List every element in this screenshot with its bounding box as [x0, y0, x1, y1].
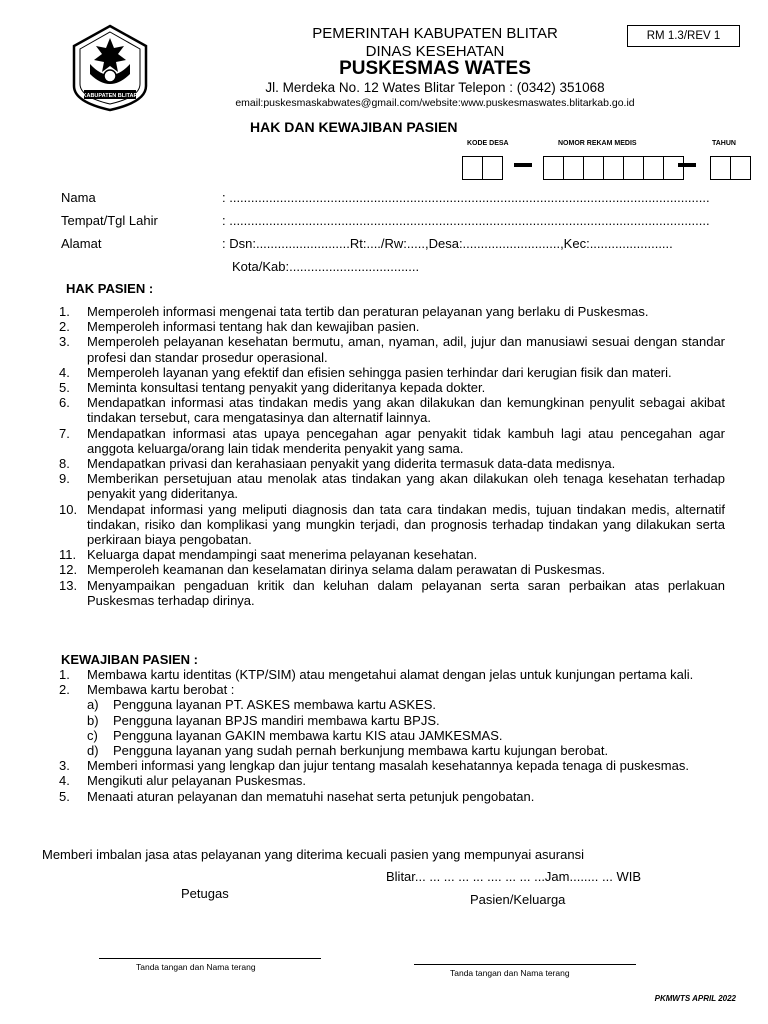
obligations-list — [59, 667, 725, 804]
alamat-label: Alamat — [61, 236, 102, 251]
list-item: 4. Mengikuti alur pelayanan Puskesmas. — [59, 773, 306, 789]
facility-contact: email:puskesmaskabwates@gmail.com/website:www.puskesmaswates.blitarkab.go.id — [235, 97, 635, 109]
government-name: PEMERINTAH KABUPATEN BLITAR — [312, 25, 558, 42]
officer-signature-caption: Tanda tangan dan Nama terang — [136, 962, 256, 972]
patient-label: Pasien/Keluarga — [470, 892, 566, 907]
list-item: 2. Membawa kartu berobat : a) Pengguna layanan PT. ASKES membawa kartu ASKES. b) Pengguna layanan BPJS mandiri membawa kartu BPJS. c) Pengguna layanan GAKIN membawa kartu KIS atau JAMKESMAS. d) Pengguna layanan yang sudah pernah berkunjung membawa kartu kujungan berobat. — [59, 682, 725, 758]
alamat-field[interactable]: : Dsn:..........................Rt:..../Rw:.....,Desa:...........................,Kec:....................... — [222, 236, 673, 251]
separator-dash — [514, 163, 532, 167]
nomor-rekam-medis-boxes[interactable] — [543, 156, 683, 180]
nomor-rekam-medis-caption: NOMOR REKAM MEDIS — [558, 140, 637, 147]
list-item: 2. Memperoleh informasi tentang hak dan kewajiban pasien. — [59, 319, 420, 335]
list-item: 11. Keluarga dapat mendampingi saat menerima pelayanan kesehatan. — [59, 547, 478, 563]
list-item: 3. Memberi informasi yang lengkap dan jujur tentang masalah kesehatannya kepada tenaga di puskesmas. — [59, 758, 689, 774]
list-item: b) Pengguna layanan BPJS mandiri membawa kartu BPJS. — [87, 712, 440, 728]
list-item: 8. Mendapatkan privasi dan kerahasiaan penyakit yang diderita termasuk data-data medisnya. — [59, 456, 616, 472]
officer-label: Petugas — [181, 886, 229, 901]
tahun-boxes[interactable] — [710, 156, 750, 180]
patient-signature-caption: Tanda tangan dan Nama terang — [450, 968, 570, 978]
card-types-list — [87, 697, 725, 758]
list-item: 7. Mendapatkan informasi atas upaya pencegahan agar penyakit tidak kambuh lagi atau pencegahan agar anggota keluarga/orang lain tidak menderita penyakit yang sama. — [59, 425, 725, 456]
facility-name: PUSKESMAS WATES — [339, 58, 531, 79]
nama-label: Nama — [61, 190, 96, 205]
facility-address: Jl. Merdeka No. 12 Wates Blitar Telepon : (0342) 351068 — [265, 80, 605, 95]
kota-kab-field[interactable]: Kota/Kab:.................................... — [232, 259, 420, 274]
separator-dash — [678, 163, 696, 167]
list-item: 12. Memperoleh keamanan dan keselamatan dirinya selama dalam perawatan di Puskesmas. — [59, 562, 606, 578]
footer-code: PKMWTS APRIL 2022 — [654, 994, 736, 1003]
list-item: a) Pengguna layanan PT. ASKES membawa kartu ASKES. — [87, 697, 437, 713]
list-item: 9. Memberikan persetujuan atau menolak atas tindakan yang akan dilakukan oleh tenaga kesehatan terhadap penyakit yang dideritanya. — [59, 471, 725, 502]
kode-desa-boxes[interactable] — [462, 156, 502, 180]
list-item: c) Pengguna layanan GAKIN membawa kartu KIS atau JAMKESMAS. — [87, 727, 503, 743]
page-title: HAK DAN KEWAJIBAN PASIEN — [250, 119, 458, 135]
patient-signature-line[interactable] — [414, 964, 636, 965]
list-item: 10. Mendapat informasi yang meliputi diagnosis dan tata cara tindakan medis, tujuan tindakan medis, alternatif tindakan, risiko dan komplikasi yang mungkin terjadi, dan prognosis terhadap tindakan yang dilakukan serta perkiraan biaya pengobatan. — [59, 501, 725, 548]
date-place-field[interactable]: Blitar... ... ... ... ... .... ... ... ...Jam........ ... WIB — [386, 869, 641, 884]
list-item: 5. Meminta konsultasi tentang penyakit yang dideritanya kepada dokter. — [59, 380, 486, 396]
list-item: 3. Memperoleh pelayanan kesehatan bermutu, aman, nyaman, adil, jujur dan manusiawi sesuai dengan standar profesi dan standar prosedur operasional. — [59, 334, 725, 365]
list-item: 13. Menyampaikan pengaduan kritik dan keluhan dalam pelayanan serta saran perbaikan atas perlakuan Puskesmas terhadap dirinya. — [59, 577, 725, 608]
tahun-caption: TAHUN — [712, 140, 736, 147]
rights-heading: HAK PASIEN : — [66, 281, 154, 296]
nama-field[interactable]: : ..................................................................................................................................... — [222, 190, 710, 205]
officer-signature-line[interactable] — [99, 958, 321, 959]
rights-list — [59, 304, 725, 608]
closing-statement: Memberi imbalan jasa atas pelayanan yang diterima kecuali pasien yang mempunyai asuransi — [42, 847, 584, 862]
agency-name: DINAS KESEHATAN — [365, 43, 505, 60]
list-item: 5. Menaati aturan pelayanan dan mematuhi nasehat serta petunjuk pengobatan. — [59, 788, 535, 804]
list-item: d) Pengguna layanan yang sudah pernah berkunjung membawa kartu kujungan berobat. — [87, 743, 609, 759]
obligations-heading: KEWAJIBAN PASIEN : — [61, 652, 198, 667]
list-item: 1. Membawa kartu identitas (KTP/SIM) atau mengetahui alamat dengan jelas untuk kunjungan pertama kali. — [59, 667, 694, 682]
kabupaten-blitar-logo — [70, 24, 150, 112]
form-code-box: RM 1.3/REV 1 — [627, 25, 740, 47]
tempat-tgl-lahir-field[interactable]: : ..................................................................................................................................... — [222, 213, 710, 228]
list-item: 1. Memperoleh informasi mengenai tata tertib dan peraturan pelayanan yang berlaku di Puskesmas. — [59, 304, 649, 319]
svg-text:KABUPATEN BLITAR: KABUPATEN BLITAR — [82, 93, 138, 99]
list-item: 6. Mendapatkan informasi atas tindakan medis yang akan dilakukan dan kemungkinan penyulit sebagai akibat tindakan tersebut, cara mengatasinya dan alternatif lainnya. — [59, 395, 725, 426]
kode-desa-caption: KODE DESA — [467, 140, 509, 147]
list-item: 4. Memperoleh layanan yang efektif dan efisien sehingga pasien terhindar dari kerugian fisik dan materi. — [59, 364, 672, 380]
tempat-tgl-lahir-label: Tempat/Tgl Lahir — [61, 213, 158, 228]
